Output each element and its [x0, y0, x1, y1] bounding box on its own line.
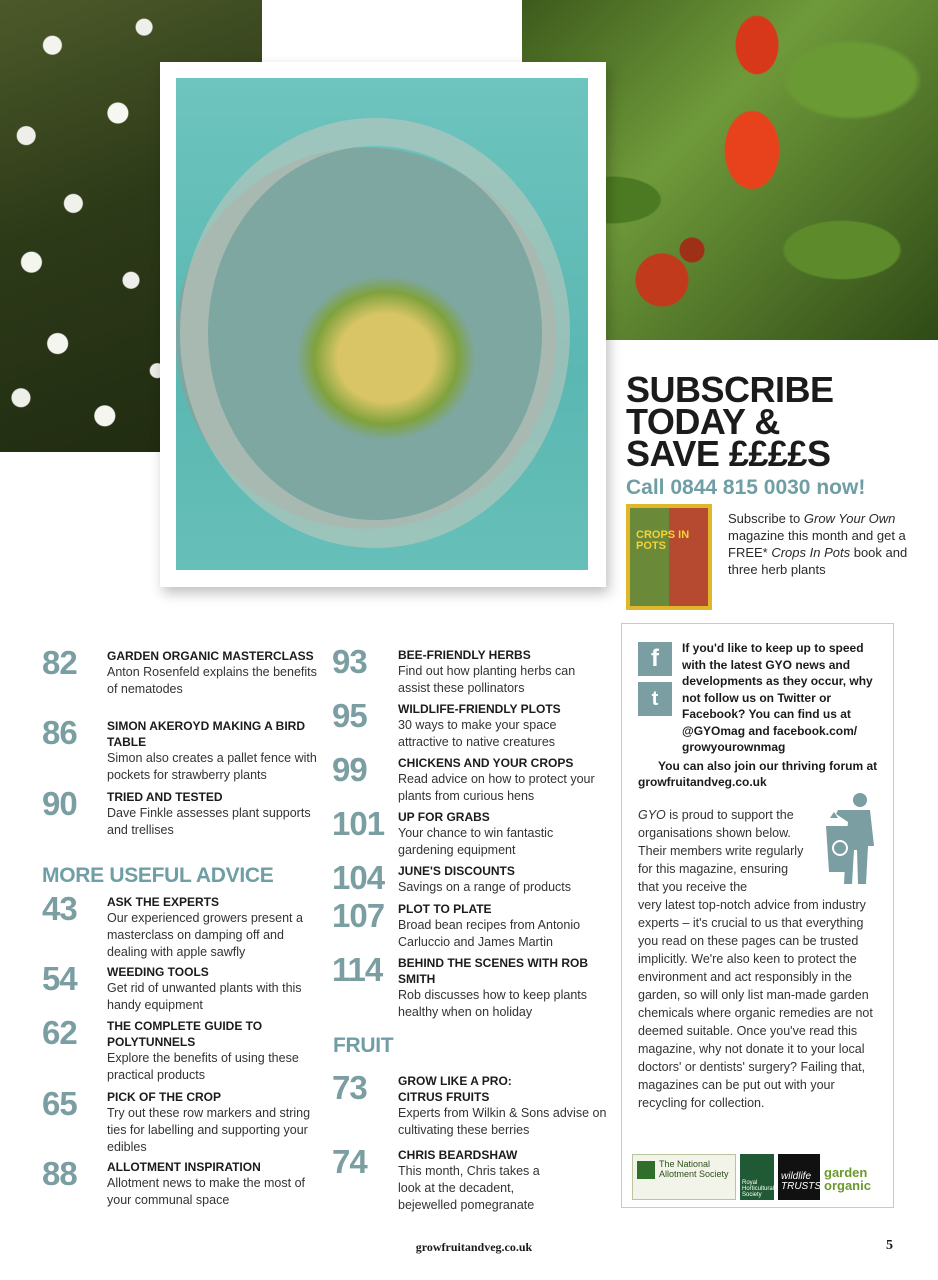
- contents-item-title: JUNE'S DISCOUNTS: [398, 864, 515, 878]
- logo-text: garden organic: [824, 1165, 871, 1193]
- contents-item-body: [398, 701, 608, 751]
- offer-book-name: Crops In Pots: [771, 545, 851, 560]
- contents-item-title: BEE-FRIENDLY HERBS: [398, 648, 531, 662]
- contents-item-desc: Try out these row markers and string ties for labelling and supporting your edibles: [107, 1106, 311, 1154]
- contents-item-body: [107, 1159, 317, 1209]
- support-text-intro: is proud to support the organisations shown below. Their members write regularly for this magazine, ensuring that you receive the: [638, 808, 804, 894]
- support-statement-intro: [638, 806, 808, 896]
- page-number: 88: [42, 1155, 77, 1192]
- twitter-icon[interactable]: t: [638, 682, 672, 716]
- contents-item-body: [107, 1089, 317, 1156]
- page-number: 95: [332, 697, 367, 734]
- contents-item-desc: Savings on a range of products: [398, 880, 572, 894]
- page-number: 82: [42, 644, 77, 681]
- book-cover-art: [630, 508, 708, 606]
- contents-item-title: PICK OF THE CROP: [107, 1090, 222, 1104]
- contents-item-desc: Our experienced growers present a masterclass on damping off and dealing with apple sawfly: [107, 911, 303, 959]
- contents-item-title: UP FOR GRABS: [398, 810, 490, 824]
- contents-item-title: CHICKENS AND YOUR CROPS: [398, 756, 574, 770]
- contents-item-body: [107, 718, 317, 784]
- contents-item-body: [398, 1147, 558, 1214]
- logo-text: wildlife TRUSTS: [781, 1171, 821, 1192]
- contents-item-desc: Anton Rosenfeld explains the benefits of nematodes: [107, 665, 317, 696]
- forum-promo: You can also join our thriving forum at growfruitandveg.co.uk: [638, 758, 878, 789]
- page-number: 107: [332, 897, 385, 934]
- page-number: 43: [42, 890, 77, 927]
- contents-item-title: ASK THE EXPERTS: [107, 895, 220, 909]
- contents-item-desc: Simon also creates a pallet fence with pockets for strawberry plants: [107, 751, 317, 782]
- contents-item-desc: Explore the benefits of using these practical products: [107, 1051, 299, 1082]
- page-number: 101: [332, 805, 385, 842]
- partner-logos: [632, 1154, 886, 1200]
- subscribe-phone[interactable]: Call 0844 815 0030 now!: [626, 476, 866, 499]
- subscribe-headline: [626, 369, 926, 474]
- footer-website[interactable]: growfruitandveg.co.uk: [415, 1240, 533, 1254]
- contents-item-body: [107, 1018, 317, 1084]
- wildlife-trusts-logo[interactable]: [778, 1154, 820, 1200]
- contents-item-desc: Allotment news to make the most of your communal space: [107, 1176, 306, 1207]
- national-allotment-society-logo[interactable]: [632, 1154, 736, 1200]
- support-text-body: very latest top-notch advice from industry experts – it's crucial to us that everything you read on these pages can be trusted implicitly. We're also keen to protect the environment and act responsibly in the garden, so will only list man-made garden chemicals where organic remedies are not deemed suitable. Once you've read this magazine, why not donate it to your local doctors' or dentists' surgery? Failing that, magazines can be put out with your recycling for collection.: [638, 898, 873, 1110]
- contents-item-body: [398, 755, 608, 805]
- offer-text-part2: magazine this month and get a FREE*: [728, 528, 906, 560]
- contents-item-body: [398, 809, 608, 859]
- contents-item-body: [107, 648, 317, 698]
- contents-item-title: TRIED AND TESTED: [107, 790, 223, 804]
- contents-item-title: ALLOTMENT INSPIRATION: [107, 1160, 261, 1174]
- allotment-leaf-icon: [637, 1161, 655, 1179]
- page-number: 90: [42, 785, 77, 822]
- contents-item-title: SIMON AKEROYD MAKING A BIRD TABLE: [107, 719, 305, 749]
- contents-item-title: PLOT TO PLATE: [398, 902, 492, 916]
- support-statement: [638, 806, 886, 1112]
- contents-item-desc: Find out how planting herbs can assist these pollinators: [398, 664, 576, 695]
- contents-item-title: GROW LIKE A PRO: CITRUS FRUITS: [398, 1074, 512, 1104]
- book-cover-title: CROPS IN POTS: [636, 529, 690, 552]
- social-follow-lead: If you'd like to keep up to speed with the latest GYO news and developments as they occur, why not follow us on Twitter or Facebook? You can find us at @GYOmag and facebook.com/ growyourownmag: [682, 641, 873, 754]
- contents-item-desc: This month, Chris takes a look at the decadent, bejewelled pomegranate: [398, 1164, 540, 1212]
- contents-item-desc: Dave Finkle assesses plant supports and trellises: [107, 806, 311, 837]
- subscribe-headline-line2: TODAY &: [626, 401, 780, 442]
- page-number: 99: [332, 751, 367, 788]
- page-number: 104: [332, 859, 385, 896]
- contents-item-body: [107, 789, 317, 839]
- contents-item-desc: Your chance to win fantastic gardening equipment: [398, 826, 554, 857]
- page-number: 74: [332, 1143, 367, 1180]
- contents-item-title: THE COMPLETE GUIDE TO POLYTUNNELS: [107, 1019, 263, 1049]
- contents-item-title: BEHIND THE SCENES WITH ROB SMITH: [398, 956, 589, 986]
- gyo-abbrev: GYO: [638, 808, 666, 822]
- contents-item-body: [398, 863, 608, 896]
- contents-item-title: GARDEN ORGANIC MASTERCLASS: [107, 649, 314, 663]
- section-heading-fruit: FRUIT: [333, 1034, 394, 1057]
- contents-item-desc: Broad bean recipes from Antonio Carluccio and James Martin: [398, 918, 581, 949]
- page-number-footer: 5: [886, 1238, 893, 1253]
- contents-item-body: [398, 955, 608, 1021]
- logo-text: Royal Horticultural Society: [742, 1180, 775, 1198]
- contents-item-body: [398, 1073, 608, 1139]
- contents-item-desc: Get rid of unwanted plants with this handy equipment: [107, 981, 302, 1012]
- contents-item-body: [398, 901, 608, 951]
- contents-item-body: [398, 647, 608, 697]
- crops-in-pots-book-cover: [626, 504, 712, 610]
- page-number: 54: [42, 960, 77, 997]
- contents-item-title: WILDLIFE-FRIENDLY PLOTS: [398, 702, 561, 716]
- page-number: 73: [332, 1069, 367, 1106]
- contents-item-body: [107, 894, 317, 961]
- page-number: 114: [332, 951, 383, 988]
- section-heading-more-advice: MORE USEFUL ADVICE: [42, 864, 274, 887]
- page-number: 62: [42, 1014, 77, 1051]
- contents-item-desc: Read advice on how to protect your plants from curious hens: [398, 772, 595, 803]
- rhs-logo[interactable]: [740, 1154, 774, 1200]
- contents-item-desc: Experts from Wilkin & Sons advise on cultivating these berries: [398, 1106, 607, 1137]
- contents-item-body: [107, 964, 317, 1014]
- offer-text-part3: book and three herb plants: [728, 545, 908, 577]
- offer-magazine-name: Grow Your Own: [803, 511, 896, 526]
- subscribe-offer-text: [728, 510, 928, 578]
- page-number: 93: [332, 643, 367, 680]
- contents-item-desc: Rob discusses how to keep plants healthy when on holiday: [398, 988, 587, 1019]
- page-number: 86: [42, 714, 77, 751]
- social-follow-text: [638, 640, 888, 791]
- subscribe-headline-line1: SUBSCRIBE: [626, 369, 834, 410]
- subscribe-headline-line3: SAVE ££££S: [626, 433, 831, 474]
- facebook-icon[interactable]: f: [638, 642, 672, 676]
- offer-text-part1: Subscribe to: [728, 511, 804, 526]
- plate-rim: [180, 118, 570, 548]
- garden-organic-logo[interactable]: [824, 1154, 884, 1200]
- social-support-box: [621, 623, 894, 1208]
- contents-item-title: WEEDING TOOLS: [107, 965, 209, 979]
- page-number: 65: [42, 1085, 77, 1122]
- pasta-dish-photo: [176, 78, 588, 570]
- contents-item-desc: 30 ways to make your space attractive to native creatures: [398, 718, 557, 749]
- contents-item-title: CHRIS BEARDSHAW: [398, 1148, 518, 1162]
- logo-text: The National Allotment Society: [659, 1159, 729, 1179]
